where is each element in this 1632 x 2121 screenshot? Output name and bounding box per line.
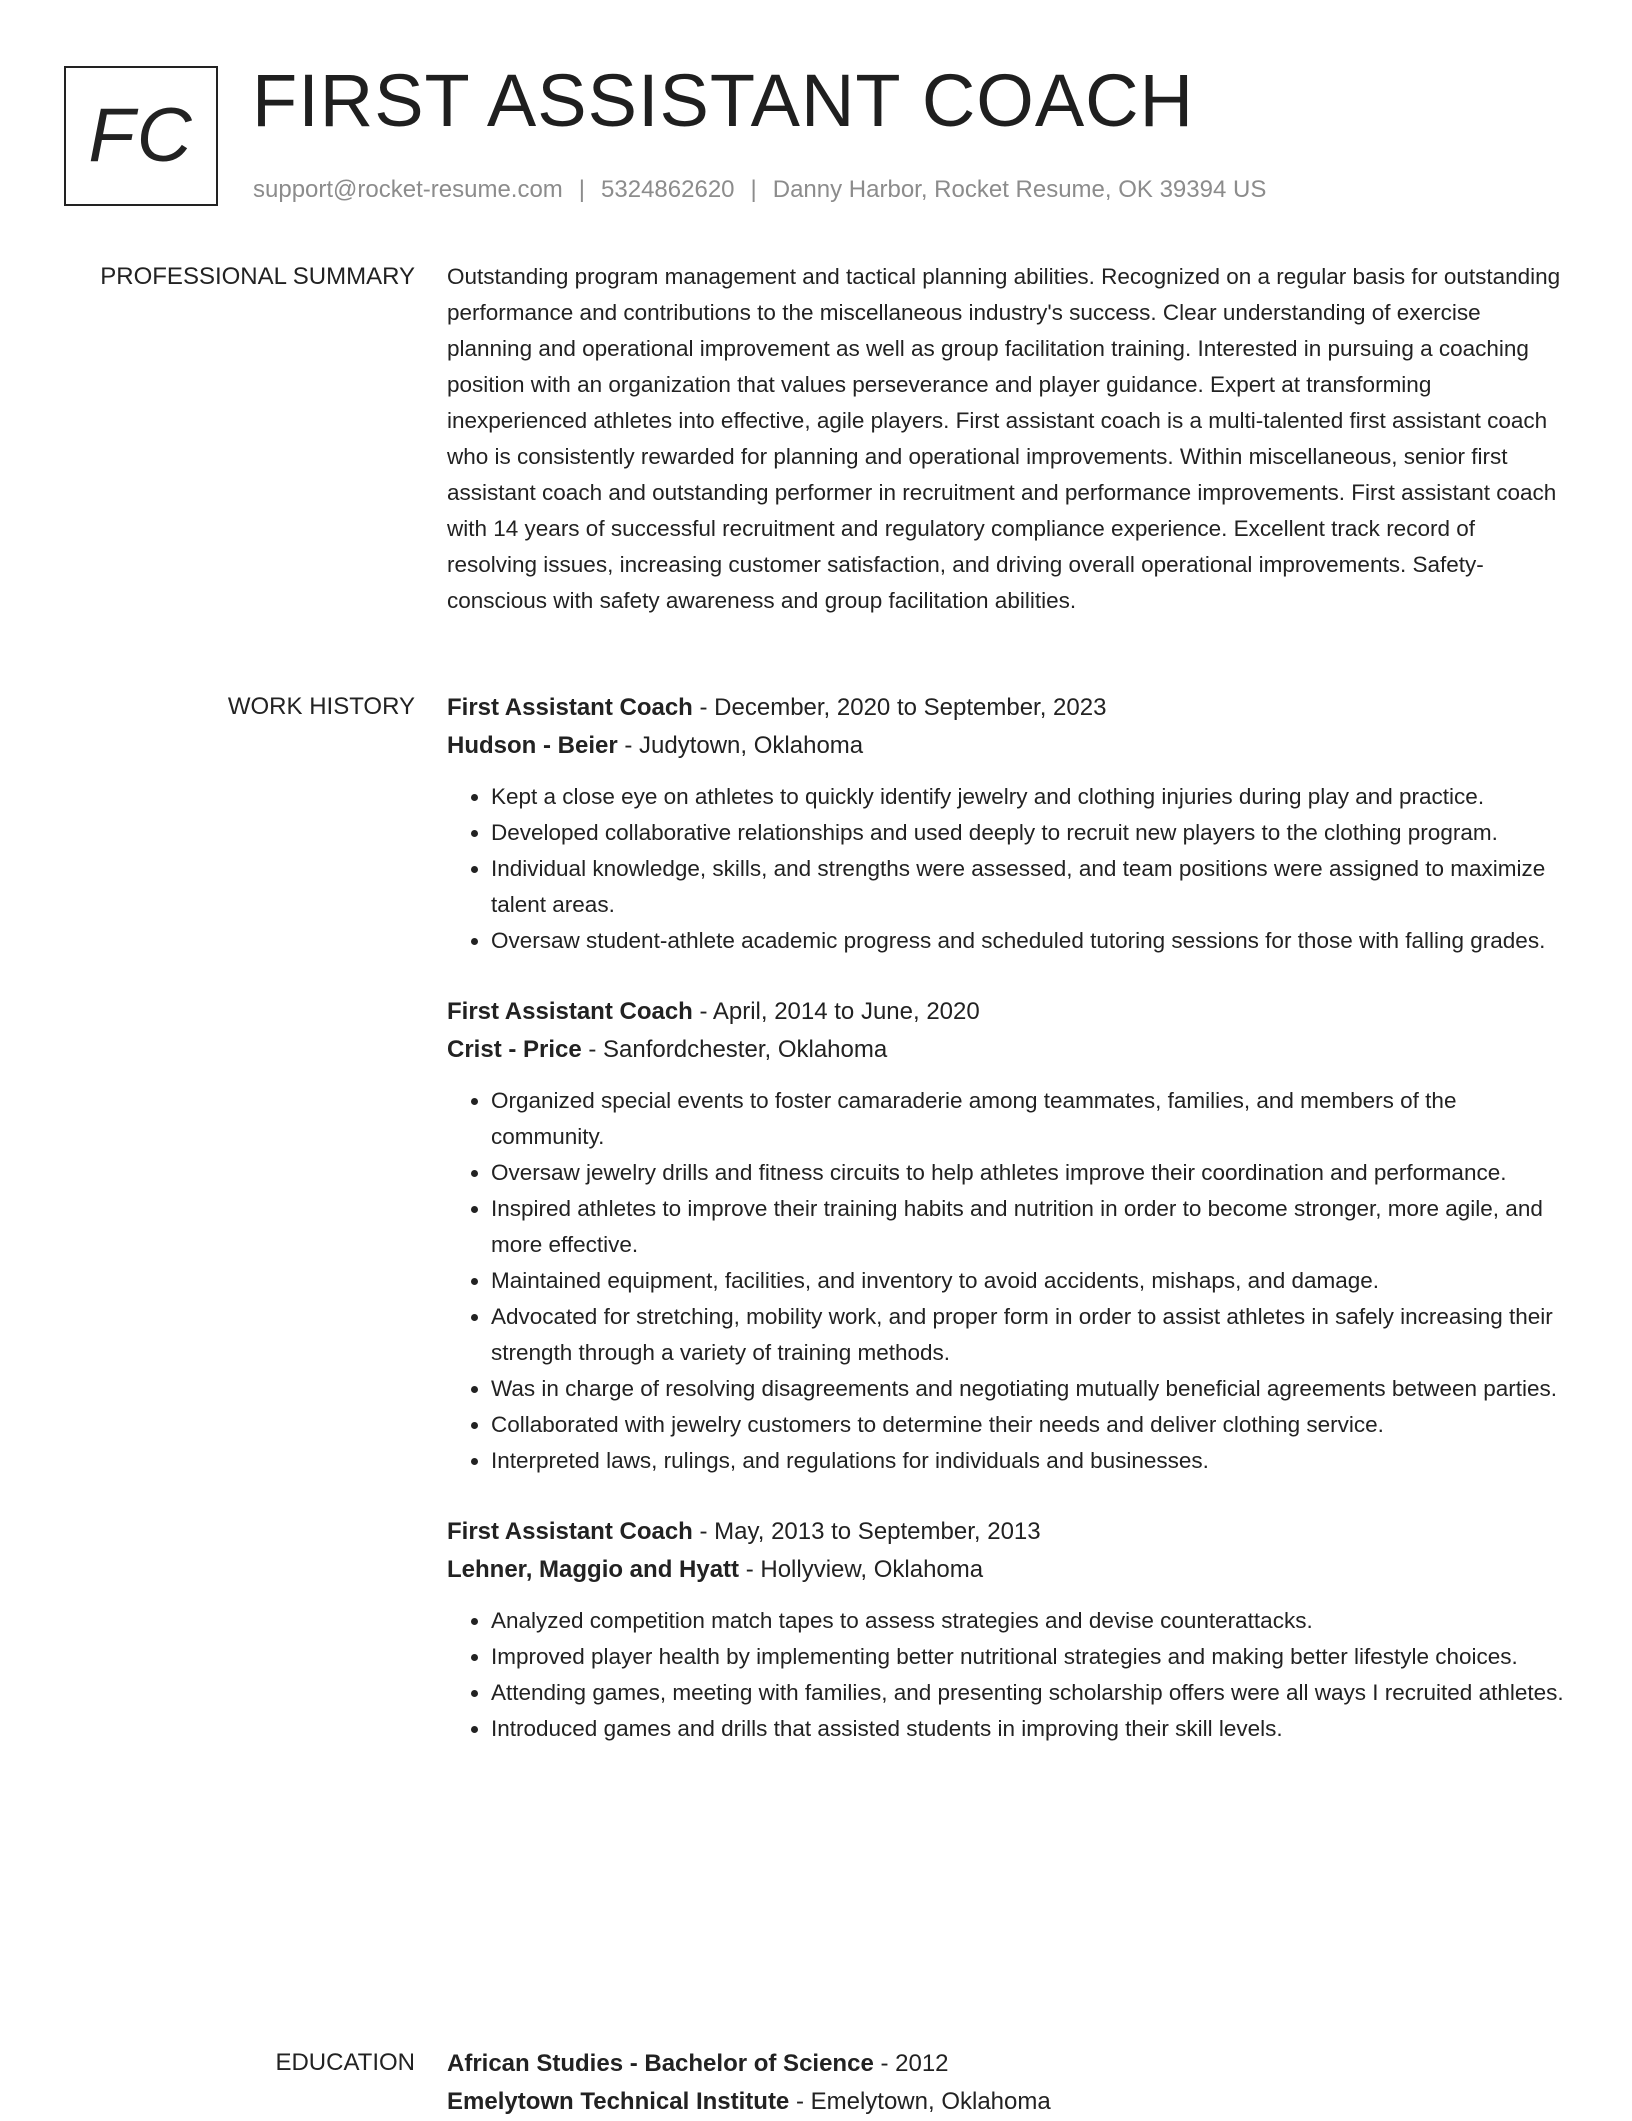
monogram-initials: FC: [88, 93, 194, 178]
job-company: Crist - Price: [447, 1036, 582, 1063]
contact-address: Danny Harbor, Rocket Resume, OK 39394 US: [772, 176, 1267, 203]
jobs-list: [447, 689, 1567, 1747]
school-location: - Emelytown, Oklahoma: [789, 2088, 1051, 2115]
job-location: - Judytown, Oklahoma: [617, 732, 864, 759]
school-name: Emelytown Technical Institute: [447, 2088, 790, 2115]
job-company-line: [447, 1031, 1567, 1069]
contact-line: [253, 172, 1266, 208]
contact-phone[interactable]: 5324862620: [601, 176, 735, 203]
job-bullets: [447, 1603, 1567, 1747]
job-bullet: • Introduced games and drills that assisted students in improving their skill levels.: [491, 1711, 1567, 1747]
job-bullet: • Was in charge of resolving disagreements and negotiating mutually beneficial agreements between parties.: [491, 1371, 1567, 1407]
job-bullet: • Organized special events to foster camaraderie among teammates, families, and members of the community.: [491, 1083, 1567, 1155]
job-entry: [447, 689, 1567, 959]
job-title: First Assistant Coach: [447, 694, 693, 721]
monogram-box: [64, 66, 218, 206]
job-bullet: • Improved player health by implementing better nutritional strategies and making better lifestyle choices.: [491, 1639, 1567, 1675]
job-bullet: • Inspired athletes to improve their training habits and nutrition in order to become stronger, more agile, and more effective.: [491, 1191, 1567, 1263]
job-bullet: • Maintained equipment, facilities, and inventory to avoid accidents, mishaps, and damage.: [491, 1263, 1567, 1299]
summary-text: Outstanding program management and tactical planning abilities. Recognized on a regular basis for outstanding performance and contributions to the miscellaneous industry's success. Clear understanding of exercise planning and operational improvement as well as group facilitation training. Interested in pursuing a coaching position with an organization that values perseverance and player guidance. Expert at transforming inexperienced athletes into effective, agile players. First assistant coach is a multi-talented first assistant coach who is consistently rewarded for planning and operational improvements. Within miscellaneous, senior first assistant coach and outstanding performer in recruitment and performance improvements. First assistant coach with 14 years of successful recruitment and regulatory compliance experience. Excellent track record of resolving issues, increasing customer satisfaction, and driving overall operational improvements. Safety-conscious with safety awareness and group facilitation abilities.: [447, 264, 1561, 613]
resume-title: FIRST ASSISTANT COACH: [252, 59, 1195, 142]
job-title-line: [447, 689, 1567, 727]
graduation-year: - 2012: [873, 2050, 949, 2077]
job-bullet: • Attending games, meeting with families, and presenting scholarship offers were all ways I recruited athletes.: [491, 1675, 1567, 1711]
work-history-heading: WORK HISTORY: [227, 693, 415, 720]
job-bullet: • Oversaw jewelry drills and fitness circuits to help athletes improve their coordination and performance.: [491, 1155, 1567, 1191]
job-company-line: [447, 727, 1567, 765]
degree: African Studies - Bachelor of Science: [447, 2050, 874, 2077]
job-title: First Assistant Coach: [447, 998, 693, 1025]
job-bullet: • Individual knowledge, skills, and strengths were assessed, and team positions were assigned to maximize talent areas.: [491, 851, 1567, 923]
job-entry: [447, 1513, 1567, 1747]
contact-email[interactable]: support@rocket-resume.com: [253, 176, 563, 203]
job-company: Hudson - Beier: [447, 732, 618, 759]
contact-separator: |: [750, 176, 757, 203]
job-bullet: • Developed collaborative relationships and used deeply to recruit new players to the clothing program.: [491, 815, 1567, 851]
job-bullet: • Advocated for stretching, mobility work, and proper form in order to assist athletes in safely increasing their strength through a variety of training methods.: [491, 1299, 1567, 1371]
job-location: - Hollyview, Oklahoma: [739, 1556, 984, 1583]
school-line: [447, 2083, 1567, 2121]
job-location: - Sanfordchester, Oklahoma: [581, 1036, 888, 1063]
job-title-line: [447, 1513, 1567, 1551]
job-bullet: • Collaborated with jewelry customers to determine their needs and deliver clothing service.: [491, 1407, 1567, 1443]
job-bullets: [447, 779, 1567, 959]
job-dates: - December, 2020 to September, 2023: [692, 694, 1107, 721]
job-bullets: [447, 1083, 1567, 1479]
job-title-line: [447, 993, 1567, 1031]
job-bullet: • Interpreted laws, rulings, and regulations for individuals and businesses.: [491, 1443, 1567, 1479]
job-bullet: • Kept a close eye on athletes to quickly identify jewelry and clothing injuries during play and practice.: [491, 779, 1567, 815]
job-entry: [447, 993, 1567, 1479]
education-heading: EDUCATION: [275, 2049, 415, 2076]
contact-separator: |: [578, 176, 586, 203]
degree-line: [447, 2045, 1567, 2083]
job-company-line: [447, 1551, 1567, 1589]
job-dates: - April, 2014 to June, 2020: [692, 998, 980, 1025]
job-bullet: • Analyzed competition match tapes to assess strategies and devise counterattacks.: [491, 1603, 1567, 1639]
job-dates: - May, 2013 to September, 2013: [692, 1518, 1041, 1545]
job-company: Lehner, Maggio and Hyatt: [447, 1556, 740, 1583]
job-bullet: • Oversaw student-athlete academic progress and scheduled tutoring sessions for those with falling grades.: [491, 923, 1567, 959]
job-title: First Assistant Coach: [447, 1518, 693, 1545]
summary-heading: PROFESSIONAL SUMMARY: [100, 263, 415, 290]
